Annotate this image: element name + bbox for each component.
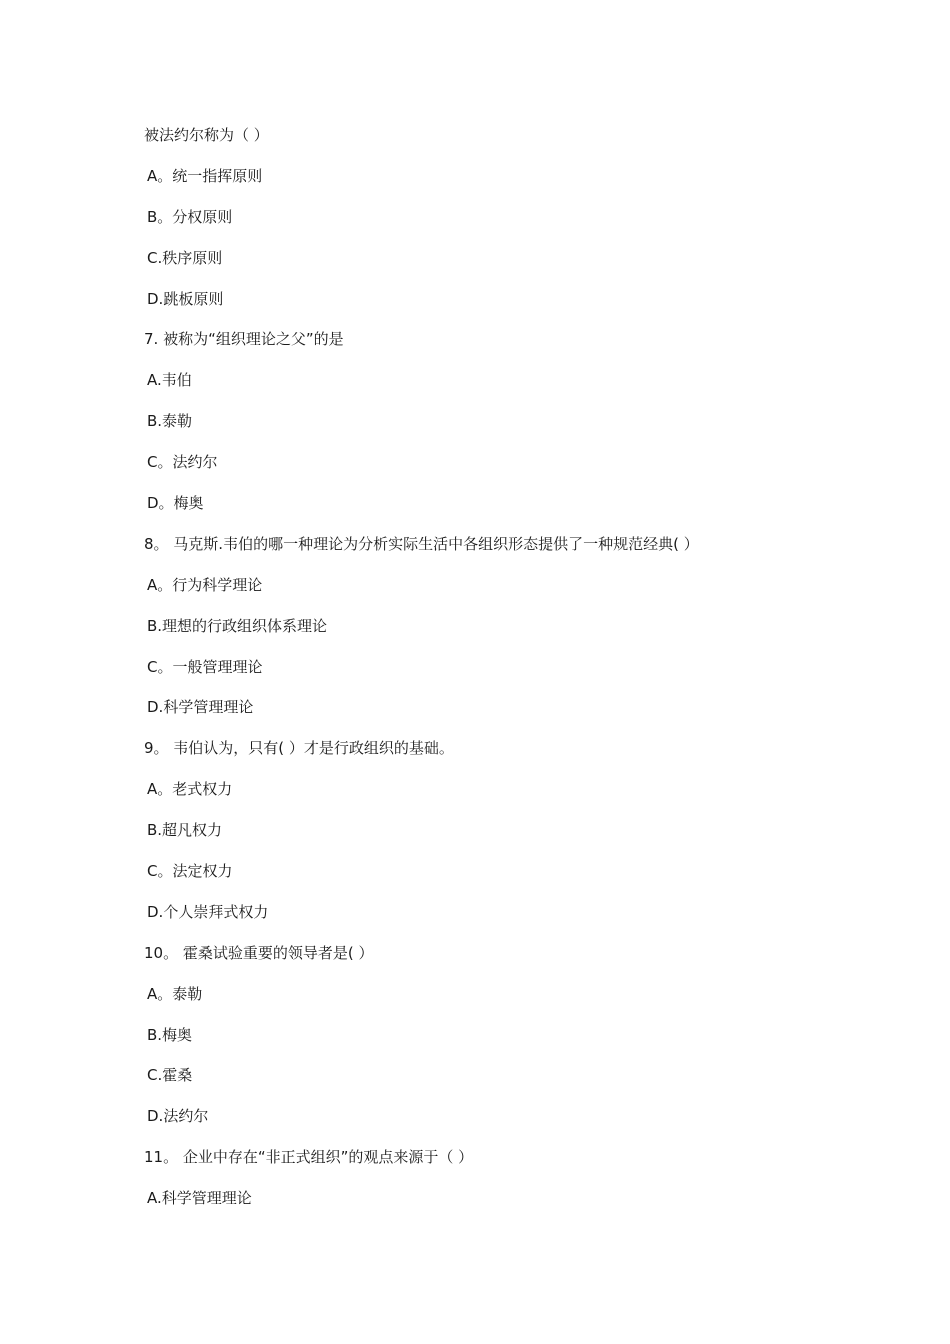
answer-option: A.科学管理理论 [147,1189,252,1208]
question-list [144,124,864,1228]
answer-option: B.理想的行政组织体系理论 [147,616,328,635]
question-stem: 8。 马克斯.韦伯的哪一种理论为分析实际生活中各组织形态提供了一种规范经典( ） [144,534,699,553]
answer-option: B.梅奥 [147,1025,193,1044]
answer-option: B.泰勒 [147,412,193,431]
answer-option: A。老式权力 [147,780,233,799]
question-stem: 9。 韦伯认为，只有( ）才是行政组织的基础。 [144,739,454,758]
answer-option: A.韦伯 [147,371,192,390]
answer-option: C.秩序原则 [147,248,223,267]
answer-option: B.超凡权力 [147,821,223,840]
answer-option: A。行为科学理论 [147,575,263,594]
answer-option: D.个人崇拜式权力 [147,902,269,921]
answer-option: C.霍桑 [147,1066,193,1085]
answer-option: C。一般管理理论 [147,657,263,676]
answer-option: D。梅奥 [147,494,204,513]
answer-option: C。法约尔 [147,453,218,472]
question-stem: 11。 企业中存在“非正式组织”的观点来源于（ ） [144,1148,474,1167]
answer-option: C。法定权力 [147,862,233,881]
answer-option: B。分权原则 [147,207,233,226]
answer-option: D.法约尔 [147,1107,209,1126]
question-stem: 10。 霍桑试验重要的领导者是( ） [144,943,374,962]
answer-option: D.跳板原则 [147,289,224,308]
question-stem: 被法约尔称为（ ） [144,126,269,144]
answer-option: A。泰勒 [147,984,203,1003]
question-stem: 7. 被称为“组织理论之父”的是 [144,330,344,349]
answer-option: D.科学管理理论 [147,698,254,717]
answer-option: A。统一指挥原则 [147,166,263,185]
